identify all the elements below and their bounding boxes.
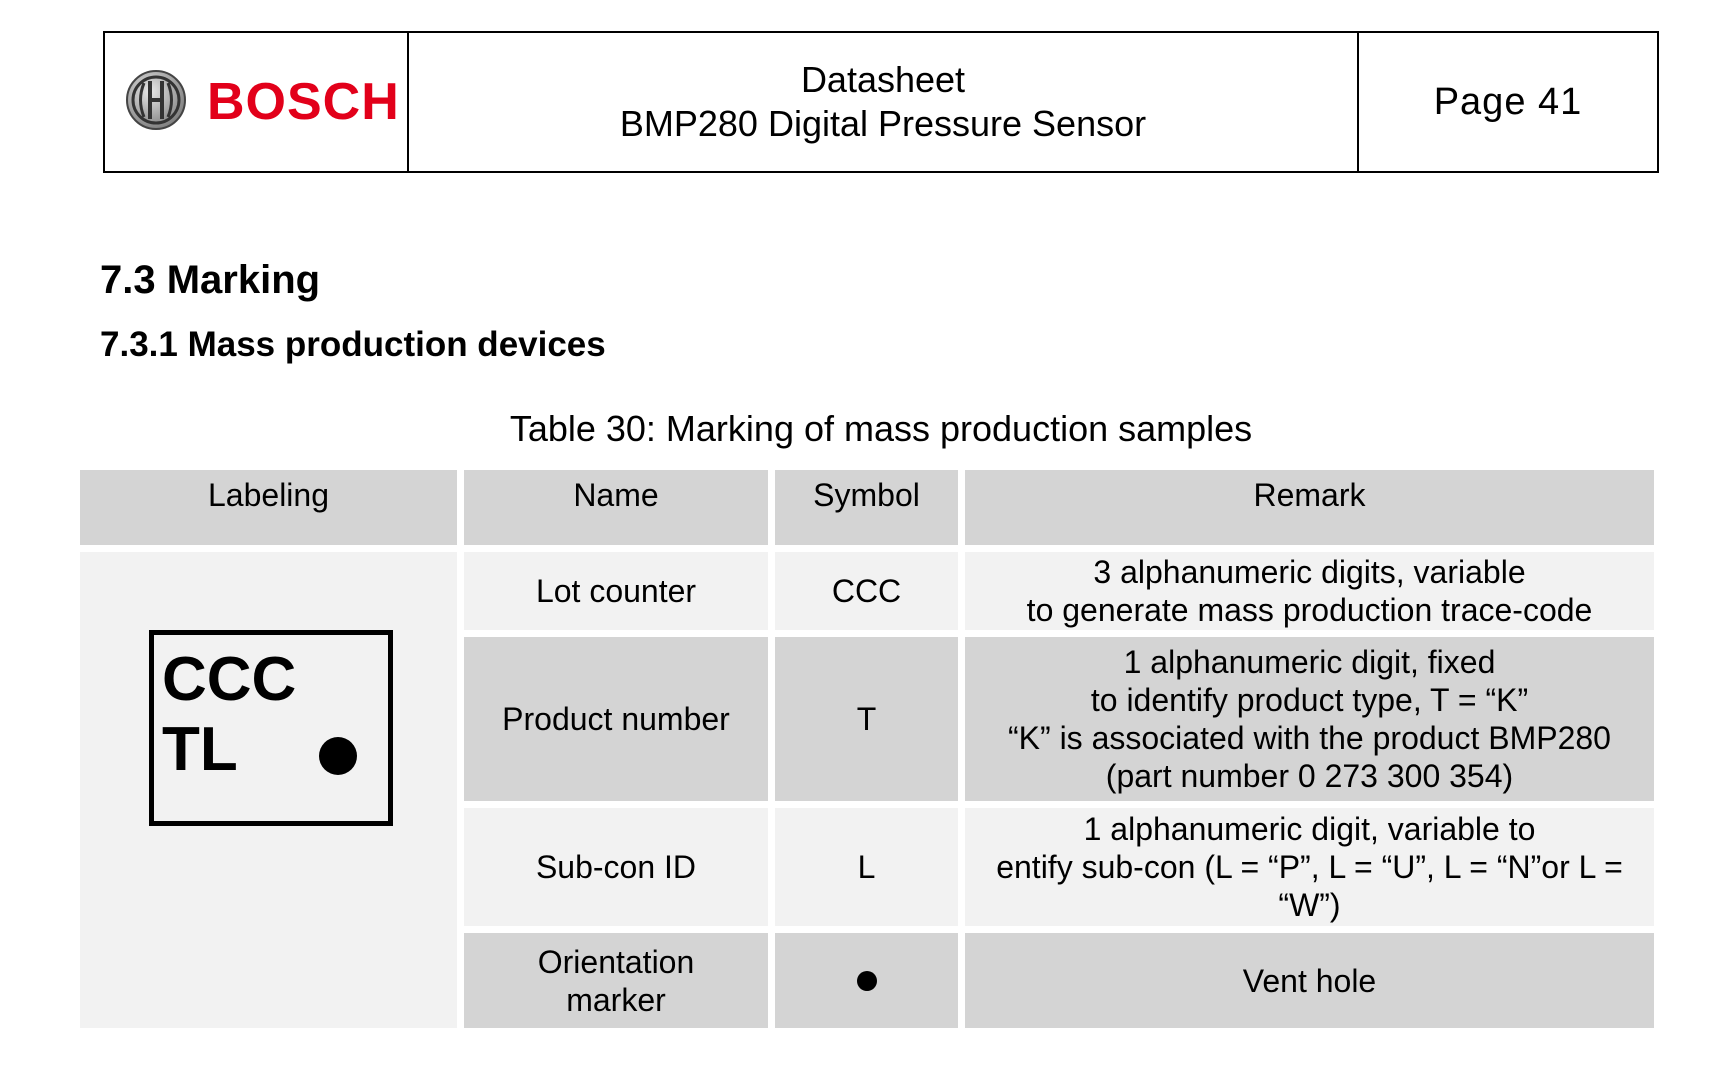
table-row-symbol: L: [775, 808, 958, 926]
brand-name: BOSCH: [207, 73, 400, 131]
document-title-cell: [409, 33, 1359, 171]
table-row-name: [464, 552, 768, 630]
name-text: Lot counter: [535, 573, 697, 609]
remark-line: “K” is associated with the product BMP280: [1008, 720, 1611, 756]
name-text: Sub-con ID: [535, 849, 697, 885]
table-row-remark: [965, 552, 1654, 630]
header-remark: Remark: [965, 470, 1654, 545]
table-row-symbol: [775, 933, 958, 1028]
subsection-heading: 7.3.1 Mass production devices: [100, 325, 606, 364]
header-name: Name: [464, 470, 768, 545]
remark-line: to generate mass production trace-code: [1026, 592, 1593, 628]
name-text: Orientation: [537, 943, 695, 980]
table-row-name: [464, 637, 768, 801]
table-row-remark: [965, 933, 1654, 1028]
doc-type: Datasheet: [800, 59, 966, 100]
remark-line: 1 alphanumeric digit, fixed: [1123, 644, 1496, 680]
remark-line: Vent hole: [1242, 962, 1377, 999]
table-caption: Table 30: Marking of mass production samples: [509, 408, 1253, 449]
doc-title: BMP280 Digital Pressure Sensor: [619, 103, 1147, 144]
table-row-symbol: CCC: [775, 552, 958, 630]
table-row-name: [464, 933, 768, 1028]
page-number: Page 41: [1433, 80, 1583, 123]
marking-diagram: [149, 630, 393, 826]
remark-line: 1 alphanumeric digit, variable to: [1083, 811, 1536, 847]
table-row-symbol: T: [775, 637, 958, 801]
header-labeling: Labeling: [80, 470, 457, 545]
name-text: marker: [566, 981, 666, 1018]
remark-line: 3 alphanumeric digits, variable: [1093, 554, 1526, 590]
remark-line: “W”): [1278, 887, 1341, 923]
table-row-name: [464, 808, 768, 926]
bosch-armature-icon: [125, 69, 187, 136]
name-text: Product number: [502, 701, 730, 737]
table-row-remark: [965, 808, 1654, 926]
marking-line-2: TL: [162, 715, 238, 784]
filled-dot-icon: [857, 971, 877, 991]
header-symbol: Symbol: [775, 470, 958, 545]
remark-line: entify sub-con (L = “P”, L = “U”, L = “N”or L =: [996, 849, 1623, 885]
table-row-remark: [965, 637, 1654, 801]
marking-line-1: CCC: [162, 645, 297, 714]
remark-line: to identify product type, T = “K”: [1090, 682, 1529, 718]
orientation-dot-icon: [319, 737, 357, 775]
document-header: [103, 31, 1659, 173]
logo-cell: [105, 33, 409, 171]
section-heading: 7.3 Marking: [100, 258, 321, 302]
remark-line: (part number 0 273 300 354): [1105, 758, 1514, 794]
